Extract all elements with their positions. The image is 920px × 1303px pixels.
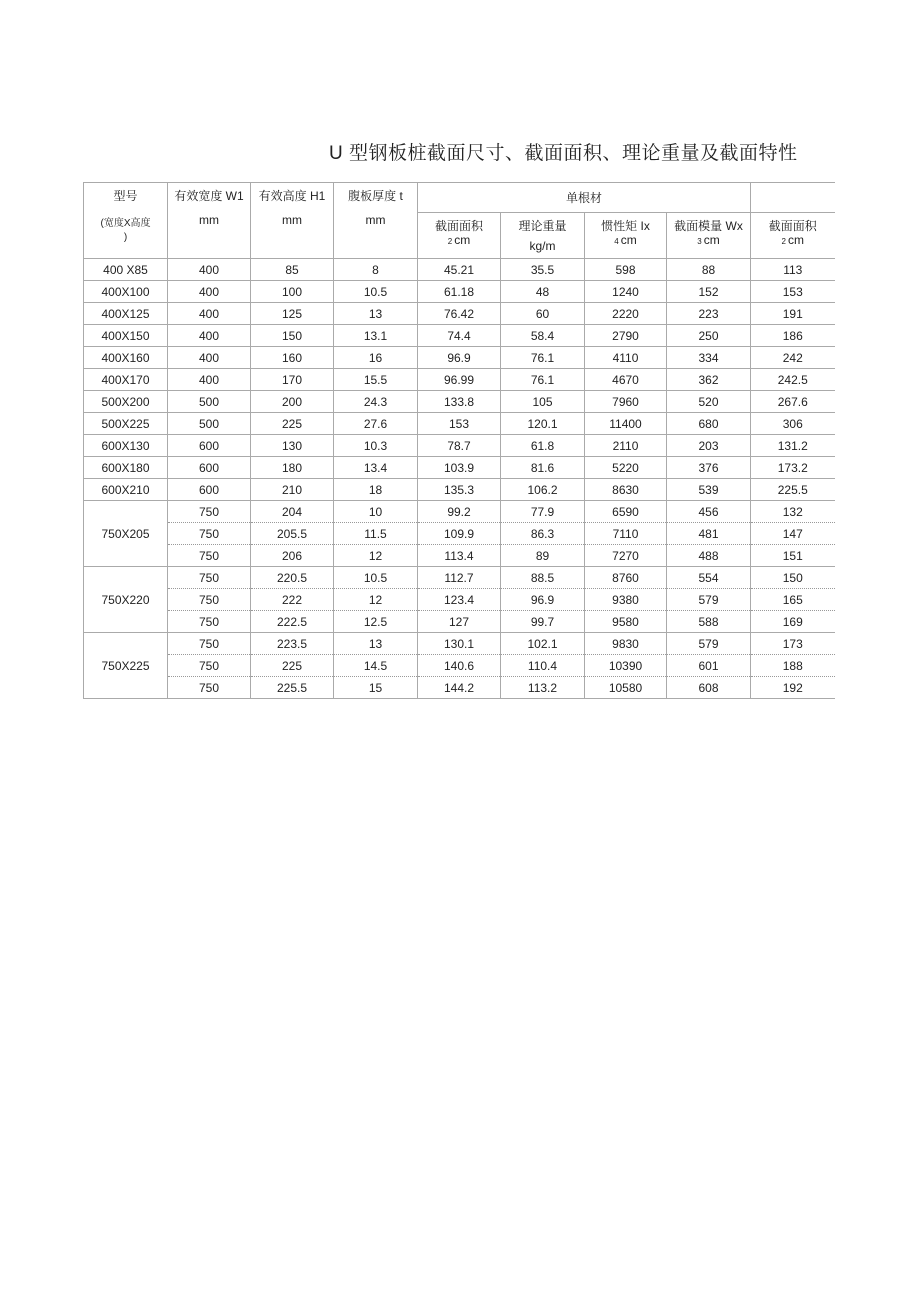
cell-weight: 76.1: [501, 369, 585, 391]
cell-height: 170: [251, 369, 334, 391]
cell-thickness: 10.3: [334, 435, 418, 457]
cell-height: 222.5: [251, 611, 334, 633]
cell-area: 96.9: [418, 347, 501, 369]
cell-height: 180: [251, 457, 334, 479]
table-row: [84, 611, 835, 633]
header-inertia-label: 惯性矩 Ix: [601, 219, 650, 233]
cell-thickness: 13: [334, 633, 418, 655]
cell-group-model: 750X220: [84, 567, 168, 633]
cell-width: 400: [168, 325, 251, 347]
cell-area: 135.3: [418, 479, 501, 501]
header-t-unit: mm: [365, 213, 386, 227]
cell-area: 130.1: [418, 633, 501, 655]
table-row: [84, 435, 835, 457]
cell-weight: 89: [501, 545, 585, 567]
cell-weight: 35.5: [501, 259, 585, 281]
cell-width: 500: [168, 413, 251, 435]
cell-height: 130: [251, 435, 334, 457]
cell-area2: 147: [751, 523, 835, 545]
cell-modulus: 554: [667, 567, 751, 589]
cell-area2: 225.5: [751, 479, 835, 501]
header-area2-unit-wrap: [751, 233, 835, 249]
cell-weight: 86.3: [501, 523, 585, 545]
cell-weight: 60: [501, 303, 585, 325]
header-weight: [501, 213, 585, 259]
cell-inertia: 11400: [585, 413, 667, 435]
table-row: [84, 457, 835, 479]
cell-area: 99.2: [418, 501, 501, 523]
cell-thickness: 10: [334, 501, 418, 523]
header-model-sub-close: ): [123, 232, 128, 243]
cell-area2: 242: [751, 347, 835, 369]
cell-inertia: 5220: [585, 457, 667, 479]
header-modulus: [667, 213, 751, 259]
cell-thickness: 10.5: [334, 567, 418, 589]
cell-thickness: 11.5: [334, 523, 418, 545]
cell-height: 200: [251, 391, 334, 413]
cell-inertia: 8760: [585, 567, 667, 589]
table-row: [84, 281, 835, 303]
cell-area2: 132: [751, 501, 835, 523]
cell-area2: 153: [751, 281, 835, 303]
cell-width: 750: [168, 545, 251, 567]
cell-weight: 120.1: [501, 413, 585, 435]
cell-area2: 173.2: [751, 457, 835, 479]
cell-width: 750: [168, 501, 251, 523]
header-model-label: 型号: [113, 189, 138, 203]
cell-height: 222: [251, 589, 334, 611]
cell-thickness: 13: [334, 303, 418, 325]
cell-area: 144.2: [418, 677, 501, 699]
cell-weight: 88.5: [501, 567, 585, 589]
cell-inertia: 6590: [585, 501, 667, 523]
cell-weight: 106.2: [501, 479, 585, 501]
cell-modulus: 488: [667, 545, 751, 567]
cell-thickness: 16: [334, 347, 418, 369]
cell-thickness: 15.5: [334, 369, 418, 391]
cell-area: 74.4: [418, 325, 501, 347]
cell-group-model: 750X225: [84, 633, 168, 699]
cell-inertia: 4670: [585, 369, 667, 391]
cell-area: 45.21: [418, 259, 501, 281]
cell-area: 123.4: [418, 589, 501, 611]
cell-modulus: 539: [667, 479, 751, 501]
cell-area2: 150: [751, 567, 835, 589]
cell-area: 78.7: [418, 435, 501, 457]
cell-area2: 242.5: [751, 369, 835, 391]
cell-height: 125: [251, 303, 334, 325]
cell-area: 127: [418, 611, 501, 633]
cell-model: 400X150: [84, 325, 168, 347]
cell-height: 225: [251, 413, 334, 435]
cell-area2: 165: [751, 589, 835, 611]
cell-modulus: 203: [667, 435, 751, 457]
cell-area2: 192: [751, 677, 835, 699]
cell-area: 76.42: [418, 303, 501, 325]
table-row: [84, 501, 835, 523]
cell-height: 160: [251, 347, 334, 369]
table-row: [84, 523, 835, 545]
cell-modulus: 579: [667, 589, 751, 611]
cell-weight: 76.1: [501, 347, 585, 369]
table-row: [84, 391, 835, 413]
cell-weight: 61.8: [501, 435, 585, 457]
header-area2-unit-sup: 2: [781, 237, 786, 246]
cell-modulus: 223: [667, 303, 751, 325]
cell-area: 109.9: [418, 523, 501, 545]
header-modulus-unit-wrap: [667, 233, 750, 249]
cell-thickness: 12: [334, 545, 418, 567]
cell-area: 112.7: [418, 567, 501, 589]
cell-inertia: 2790: [585, 325, 667, 347]
cell-height: 206: [251, 545, 334, 567]
cell-thickness: 13.4: [334, 457, 418, 479]
table-row: [84, 545, 835, 567]
cell-modulus: 579: [667, 633, 751, 655]
cell-width: 600: [168, 457, 251, 479]
cell-height: 210: [251, 479, 334, 501]
table-row: [84, 347, 835, 369]
cell-modulus: 481: [667, 523, 751, 545]
cell-modulus: 376: [667, 457, 751, 479]
header-area-unit-sup: 2: [447, 237, 453, 246]
cell-weight: 105: [501, 391, 585, 413]
cell-model: 600X180: [84, 457, 168, 479]
cell-width: 750: [168, 677, 251, 699]
cell-height: 204: [251, 501, 334, 523]
cell-height: 205.5: [251, 523, 334, 545]
header-area-unit: cm: [454, 233, 471, 247]
header-single: 单根材: [418, 183, 751, 213]
cell-thickness: 14.5: [334, 655, 418, 677]
cell-weight: 77.9: [501, 501, 585, 523]
cell-model: 400X125: [84, 303, 168, 325]
header-h1-unit: mm: [282, 213, 302, 227]
header-area: [418, 213, 501, 259]
cell-modulus: 520: [667, 391, 751, 413]
header-area2: [751, 213, 835, 259]
cell-area2: 169: [751, 611, 835, 633]
cell-area2: 151: [751, 545, 835, 567]
cell-width: 400: [168, 281, 251, 303]
cell-weight: 110.4: [501, 655, 585, 677]
header-area-label: 截面面积: [434, 219, 483, 233]
cell-model: 400X160: [84, 347, 168, 369]
header-inertia-unit-sup: 4: [614, 237, 619, 246]
cell-thickness: 18: [334, 479, 418, 501]
table-row: [84, 479, 835, 501]
header-weight-label: 理论重量: [518, 219, 567, 233]
cell-weight: 48: [501, 281, 585, 303]
cell-modulus: 601: [667, 655, 751, 677]
cell-modulus: 88: [667, 259, 751, 281]
cell-weight: 102.1: [501, 633, 585, 655]
cell-area2: 191: [751, 303, 835, 325]
cell-width: 750: [168, 611, 251, 633]
cell-modulus: 456: [667, 501, 751, 523]
table-row: [84, 413, 835, 435]
cell-model: 400X100: [84, 281, 168, 303]
table-row: [84, 369, 835, 391]
cell-height: 225.5: [251, 677, 334, 699]
header-modulus-unit: cm: [703, 233, 720, 247]
table-row: [84, 325, 835, 347]
cell-inertia: 10390: [585, 655, 667, 677]
table-row: [84, 589, 835, 611]
header-t: [334, 183, 418, 259]
cell-area: 113.4: [418, 545, 501, 567]
cell-height: 100: [251, 281, 334, 303]
cell-area: 61.18: [418, 281, 501, 303]
cell-inertia: 2220: [585, 303, 667, 325]
cell-weight: 99.7: [501, 611, 585, 633]
cell-height: 150: [251, 325, 334, 347]
cell-inertia: 1240: [585, 281, 667, 303]
header-model-sub: (宽度X高度: [100, 218, 151, 229]
header-inertia-unit: cm: [620, 233, 637, 247]
cell-thickness: 12.5: [334, 611, 418, 633]
cell-modulus: 152: [667, 281, 751, 303]
cell-area2: 306: [751, 413, 835, 435]
cell-width: 600: [168, 479, 251, 501]
header-w1: [168, 183, 251, 259]
cell-width: 750: [168, 589, 251, 611]
cell-area2: 188: [751, 655, 835, 677]
cell-modulus: 334: [667, 347, 751, 369]
cell-model: 400 X85: [84, 259, 168, 281]
cell-inertia: 598: [585, 259, 667, 281]
header-area-unit-wrap: [418, 233, 500, 249]
cell-weight: 58.4: [501, 325, 585, 347]
table-row: [84, 259, 835, 281]
header-modulus-unit-sup: 3: [697, 237, 702, 246]
cell-area2: 131.2: [751, 435, 835, 457]
header-model: [84, 183, 168, 259]
cell-area2: 267.6: [751, 391, 835, 413]
cell-modulus: 608: [667, 677, 751, 699]
cell-model: 500X225: [84, 413, 168, 435]
header-h1: [251, 183, 334, 259]
table-row: [84, 303, 835, 325]
cell-inertia: 9380: [585, 589, 667, 611]
cell-width: 750: [168, 523, 251, 545]
header-t-label: 腹板厚度 t: [348, 189, 403, 203]
cell-group-model: 750X205: [84, 501, 168, 567]
cell-model: 500X200: [84, 391, 168, 413]
cell-inertia: 9580: [585, 611, 667, 633]
table-row: [84, 677, 835, 699]
header-inertia-unit-wrap: [585, 233, 666, 249]
cell-thickness: 8: [334, 259, 418, 281]
cell-height: 223.5: [251, 633, 334, 655]
header-area2-label: 截面面积: [768, 219, 817, 233]
cell-inertia: 7110: [585, 523, 667, 545]
cell-thickness: 10.5: [334, 281, 418, 303]
cell-inertia: 7270: [585, 545, 667, 567]
cell-inertia: 2110: [585, 435, 667, 457]
cell-area2: 173: [751, 633, 835, 655]
table-row: [84, 567, 835, 589]
cell-inertia: 10580: [585, 677, 667, 699]
header-blank: [751, 183, 835, 213]
cell-width: 500: [168, 391, 251, 413]
cell-area: 133.8: [418, 391, 501, 413]
cell-area: 153: [418, 413, 501, 435]
cell-width: 400: [168, 259, 251, 281]
cell-width: 400: [168, 303, 251, 325]
cell-width: 750: [168, 655, 251, 677]
header-inertia: [585, 213, 667, 259]
cell-weight: 113.2: [501, 677, 585, 699]
cell-model: 600X210: [84, 479, 168, 501]
cell-modulus: 588: [667, 611, 751, 633]
cell-height: 220.5: [251, 567, 334, 589]
cell-thickness: 13.1: [334, 325, 418, 347]
cell-weight: 81.6: [501, 457, 585, 479]
cell-modulus: 250: [667, 325, 751, 347]
cell-inertia: 7960: [585, 391, 667, 413]
cell-area2: 186: [751, 325, 835, 347]
table-row: [84, 633, 835, 655]
table-row: [84, 655, 835, 677]
header-weight-unit: kg/m: [529, 239, 556, 253]
cell-thickness: 24.3: [334, 391, 418, 413]
cell-thickness: 12: [334, 589, 418, 611]
cell-thickness: 27.6: [334, 413, 418, 435]
cell-model: 400X170: [84, 369, 168, 391]
cell-area: 140.6: [418, 655, 501, 677]
cell-modulus: 362: [667, 369, 751, 391]
steel-sheet-pile-table: [83, 182, 835, 699]
header-w1-unit: mm: [199, 213, 219, 227]
cell-inertia: 4110: [585, 347, 667, 369]
cell-height: 225: [251, 655, 334, 677]
cell-width: 750: [168, 633, 251, 655]
header-modulus-label: 截面模量 Wx: [674, 219, 743, 233]
cell-thickness: 15: [334, 677, 418, 699]
cell-area: 96.99: [418, 369, 501, 391]
cell-area: 103.9: [418, 457, 501, 479]
header-area2-unit: cm: [787, 233, 804, 247]
cell-height: 85: [251, 259, 334, 281]
cell-width: 400: [168, 347, 251, 369]
cell-inertia: 8630: [585, 479, 667, 501]
cell-width: 400: [168, 369, 251, 391]
page-title: U 型钢板桩截面尺寸、截面面积、理论重量及截面特性: [329, 143, 798, 164]
cell-model: 600X130: [84, 435, 168, 457]
cell-width: 750: [168, 567, 251, 589]
cell-width: 600: [168, 435, 251, 457]
cell-modulus: 680: [667, 413, 751, 435]
header-w1-label: 有效宽度 W1: [174, 189, 244, 203]
cell-area2: 113: [751, 259, 835, 281]
header-h1-label: 有效高度 H1: [258, 189, 326, 203]
cell-inertia: 9830: [585, 633, 667, 655]
cell-weight: 96.9: [501, 589, 585, 611]
